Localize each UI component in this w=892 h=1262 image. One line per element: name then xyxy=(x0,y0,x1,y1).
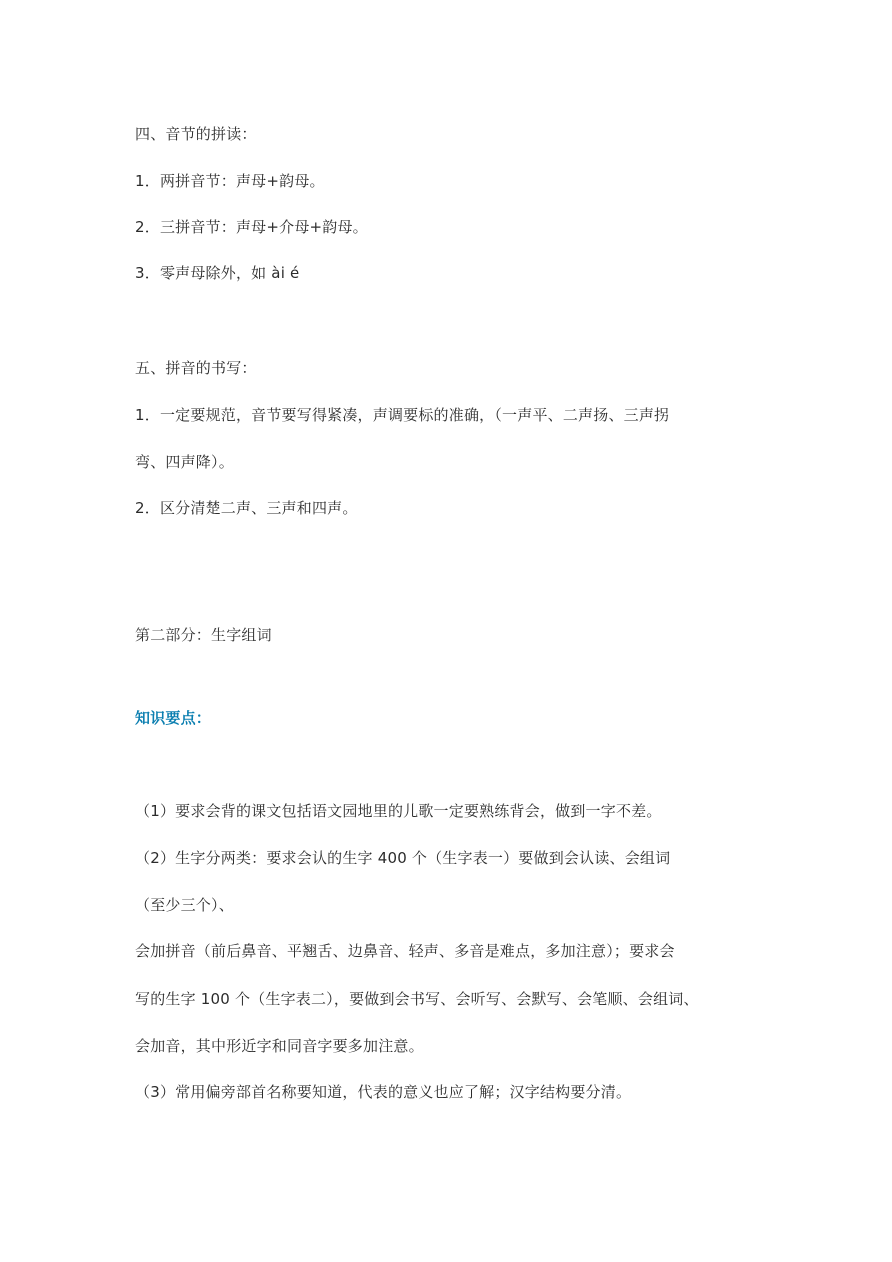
key-points-label: 知识要点： xyxy=(135,709,212,727)
key-point-3: （3）常用偏旁部首名称要知道，代表的意义也应了解；汉字结构要分清。 xyxy=(135,1083,632,1101)
section-4-item-3: 3．零声母除外，如 ài é xyxy=(135,264,300,282)
section-5-heading: 五、拼音的书写： xyxy=(135,359,257,377)
section-5-item-1-continued: 弯、四声降）。 xyxy=(135,453,234,471)
key-point-2-continued: 写的生字 100 个（生字表二），要做到会书写、会听写、会默写、会笔顺、会组词、 xyxy=(135,990,699,1008)
section-5-item-2: 2．区分清楚二声、三声和四声。 xyxy=(135,499,358,517)
section-4-item-1: 1．两拼音节：声母+韵母。 xyxy=(135,172,325,190)
part-2-title: 第二部分：生字组词 xyxy=(135,626,272,644)
key-point-2-continued: 会加音，其中形近字和同音字要多加注意。 xyxy=(135,1037,424,1055)
key-point-1: （1）要求会背的课文包括语文园地里的儿歌一定要熟练背会，做到一字不差。 xyxy=(135,802,662,820)
section-4-item-2: 2．三拼音节：声母+介母+韵母。 xyxy=(135,218,368,236)
key-point-2-continued: （至少三个）、 xyxy=(135,896,234,914)
section-4-heading: 四、音节的拼读： xyxy=(135,125,257,143)
section-5-item-1: 1．一定要规范，音节要写得紧凑，声调要标的准确，（一声平、二声扬、三声拐 xyxy=(135,406,670,424)
key-point-2: （2）生字分两类：要求会认的生字 400 个（生字表一）要做到会认读、会组词 xyxy=(135,849,671,867)
key-point-2-continued: 会加拼音（前后鼻音、平翘舌、边鼻音、轻声、多音是难点，多加注意）；要求会 xyxy=(135,942,675,960)
